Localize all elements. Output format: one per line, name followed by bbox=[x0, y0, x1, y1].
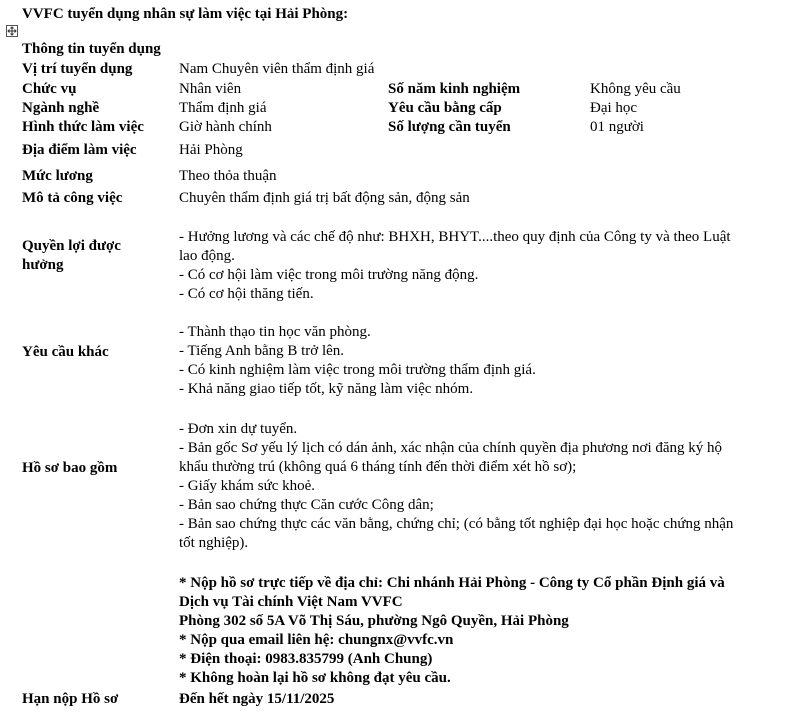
list-item: lao động. bbox=[179, 248, 235, 264]
list-item: * Nộp qua email liên hệ: chungnx@vvfc.vn bbox=[179, 632, 454, 648]
document-title: VVFC tuyển dụng nhân sự làm việc tại Hải Phòng: bbox=[22, 6, 349, 22]
value-muc-luong: Theo thỏa thuận bbox=[179, 168, 277, 184]
list-item: * Điện thoại: 0983.835799 (Anh Chung) bbox=[179, 651, 433, 667]
list-item: - Hưởng lương và các chế độ như: BHXH, BHYT....theo quy định của Công ty và theo Luật bbox=[179, 229, 731, 245]
quyen-loi-content bbox=[179, 228, 799, 304]
list-item: - Khả năng giao tiếp tốt, kỹ năng làm việc nhóm. bbox=[179, 381, 474, 397]
list-item: - Thành thạo tin học văn phòng. bbox=[179, 324, 371, 340]
label-mo-ta: Mô tả công việc bbox=[22, 190, 123, 206]
value-so-luong-can-tuyen: 01 người bbox=[590, 119, 644, 135]
table-move-handle-icon[interactable] bbox=[6, 25, 18, 37]
label-quyen-loi bbox=[22, 237, 121, 275]
label-nganh-nghe: Ngành nghề bbox=[22, 100, 100, 116]
label-yeu-cau-khac: Yêu cầu khác bbox=[22, 344, 109, 360]
value-han-nop: Đến hết ngày 15/11/2025 bbox=[179, 691, 335, 707]
list-item: - Bản sao chứng thực Căn cước Công dân; bbox=[179, 497, 434, 513]
label-chuc-vu: Chức vụ bbox=[22, 81, 77, 97]
list-item: khẩu thường trú (không quá 6 tháng tính đến thời điểm xét hồ sơ); bbox=[179, 459, 577, 475]
label-han-nop: Hạn nộp Hồ sơ bbox=[22, 691, 119, 707]
label-muc-luong: Mức lương bbox=[22, 168, 93, 184]
nop-ho-so-content bbox=[179, 574, 799, 688]
list-item: - Có cơ hội thăng tiến. bbox=[179, 286, 314, 302]
list-item: - Có cơ hội làm việc trong môi trường năng động. bbox=[179, 267, 479, 283]
list-item: - Tiếng Anh bằng B trở lên. bbox=[179, 343, 345, 359]
label-quyen-loi-line2: hưởng bbox=[22, 257, 64, 273]
value-nganh-nghe: Thẩm định giá bbox=[179, 100, 267, 116]
label-yeu-cau-bang-cap: Yêu cầu bằng cấp bbox=[388, 100, 502, 116]
list-item: * Nộp hồ sơ trực tiếp về địa chỉ: Chi nhánh Hải Phòng - Công ty Cổ phần Định giá và bbox=[179, 575, 725, 591]
label-so-luong-can-tuyen: Số lượng cần tuyển bbox=[388, 119, 511, 135]
value-mo-ta: Chuyên thẩm định giá trị bất động sản, động sản bbox=[179, 190, 470, 206]
list-item: tốt nghiệp). bbox=[179, 535, 249, 551]
list-item: - Bản sao chứng thực các văn bằng, chứng chỉ; (có bằng tốt nghiệp đại học hoặc chứng nhận bbox=[179, 516, 734, 532]
list-item: * Không hoàn lại hồ sơ không đạt yêu cầu. bbox=[179, 670, 451, 686]
value-so-nam-kinh-nghiem: Không yêu cầu bbox=[590, 81, 681, 97]
ho-so-content bbox=[179, 420, 799, 553]
label-dia-diem: Địa điểm làm việc bbox=[22, 142, 137, 158]
value-dia-diem: Hải Phòng bbox=[179, 142, 243, 158]
list-item: Phòng 302 số 5A Võ Thị Sáu, phường Ngô Quyền, Hải Phòng bbox=[179, 613, 569, 629]
label-quyen-loi-line1: Quyền lợi được bbox=[22, 238, 121, 254]
value-vi-tri: Nam Chuyên viên thẩm định giá bbox=[179, 61, 375, 77]
label-ho-so: Hồ sơ bao gồm bbox=[22, 460, 118, 476]
value-yeu-cau-bang-cap: Đại học bbox=[590, 100, 638, 116]
value-chuc-vu: Nhân viên bbox=[179, 81, 242, 97]
value-hinh-thuc: Giờ hành chính bbox=[179, 119, 272, 135]
list-item: - Có kinh nghiệm làm việc trong môi trường thẩm định giá. bbox=[179, 362, 536, 378]
list-item: Dịch vụ Tài chính Việt Nam VVFC bbox=[179, 594, 403, 610]
label-so-nam-kinh-nghiem: Số năm kinh nghiệm bbox=[388, 81, 521, 97]
list-item: - Giấy khám sức khoẻ. bbox=[179, 478, 316, 494]
label-vi-tri: Vị trí tuyển dụng bbox=[22, 61, 133, 77]
section-title: Thông tin tuyển dụng bbox=[22, 41, 161, 57]
list-item: - Đơn xin dự tuyển. bbox=[179, 421, 298, 437]
yeu-cau-khac-content bbox=[179, 323, 799, 399]
label-hinh-thuc: Hình thức làm việc bbox=[22, 119, 144, 135]
list-item: - Bản gốc Sơ yếu lý lịch có dán ảnh, xác nhận của chính quyền địa phương nơi đăng ký hộ bbox=[179, 440, 723, 456]
